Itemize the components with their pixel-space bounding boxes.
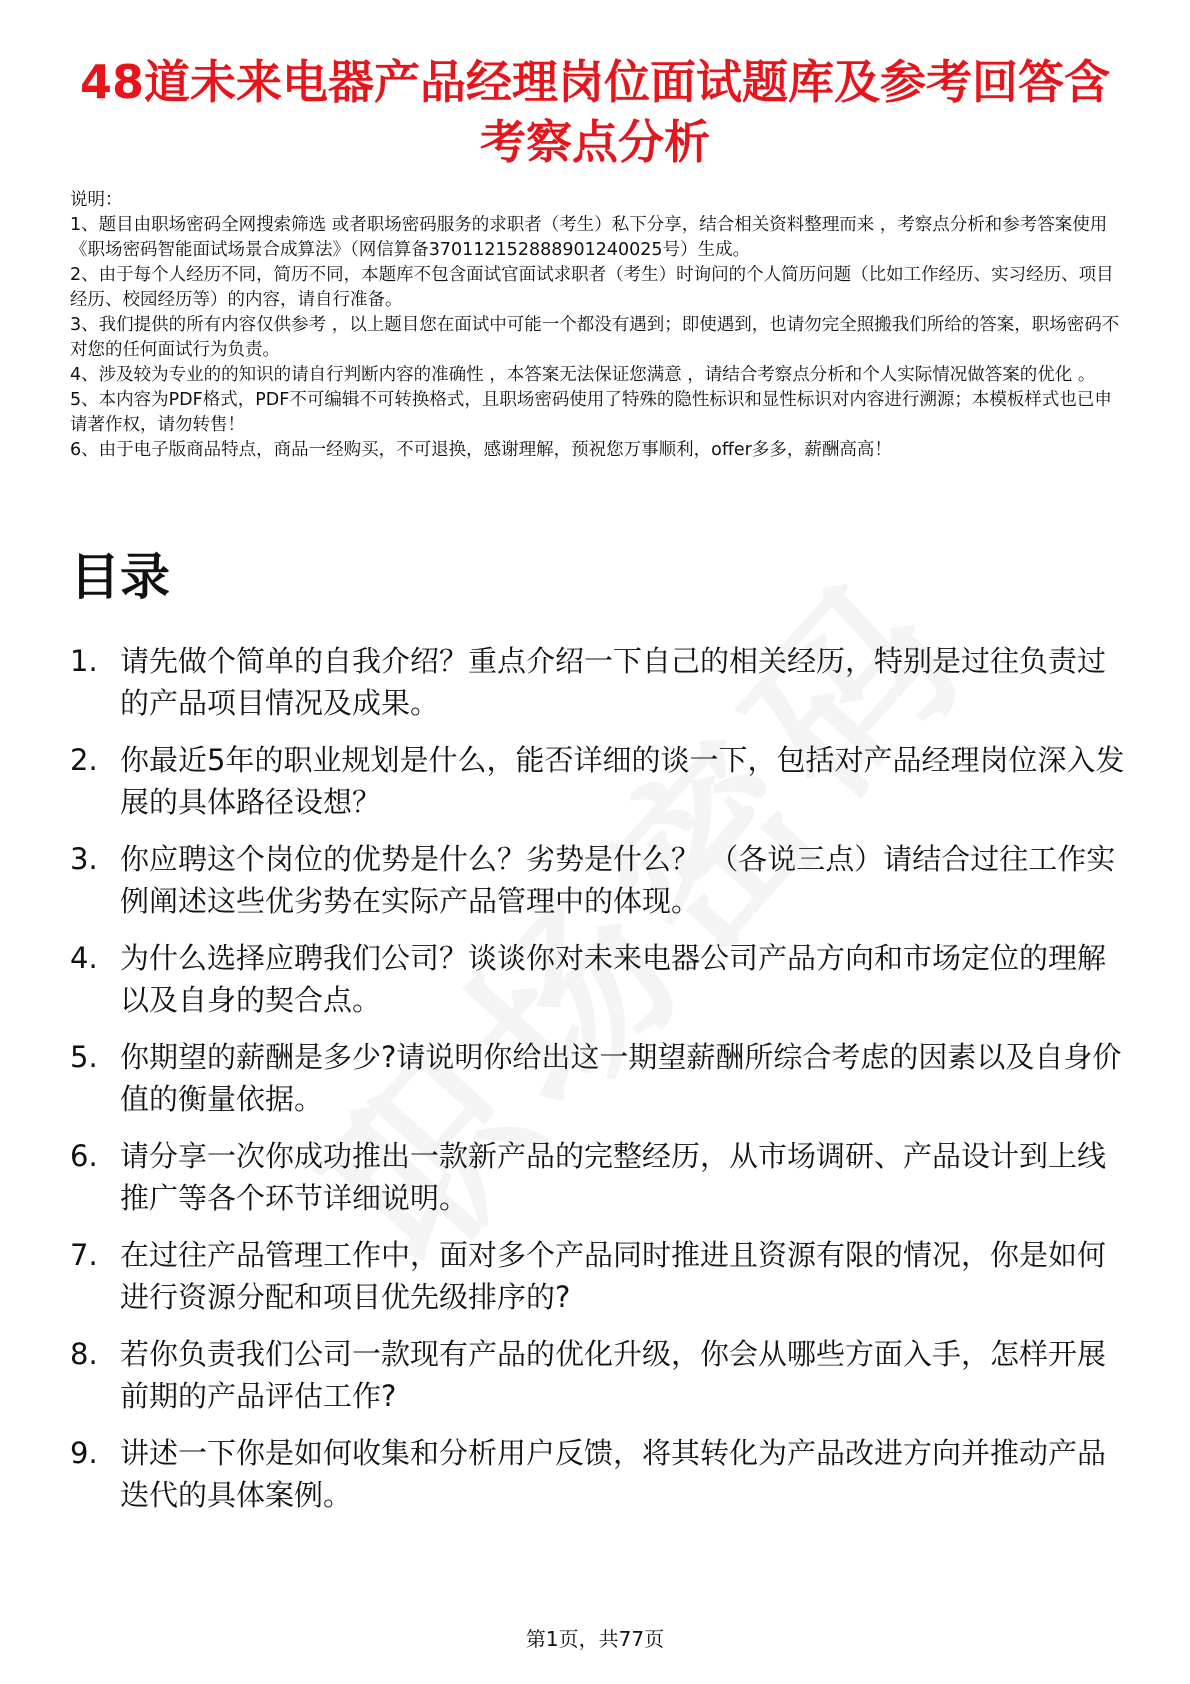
toc-item[interactable]: [70, 1135, 1130, 1219]
toc-item-text: 你应聘这个岗位的优势是什么？劣势是什么？ （各说三点）请结合过往工作实例阐述这些优劣势在实际产品管理中的体现。: [120, 842, 1116, 918]
note-item: 1、题目由职场密码全网搜索筛选 或者职场密码服务的求职者（考生）私下分享，结合相关资料整理而来 ，考察点分析和参考答案使用《职场密码智能面试场景合成算法》（网信算备370112152888901240025号）生成。: [70, 215, 1108, 260]
toc-item-text: 你最近5年的职业规划是什么，能否详细的谈一下，包括对产品经理岗位深入发展的具体路径设想？: [120, 743, 1125, 819]
note-item: 6、由于电子版商品特点，商品一经购买，不可退换，感谢理解，预祝您万事顺利，offer多多，薪酬高高！: [70, 440, 892, 460]
page-footer: 第1页，共77页: [525, 1627, 665, 1651]
toc-item-number: 4.: [70, 941, 98, 975]
note-item: 4、涉及较为专业的的知识的请自行判断内容的准确性 ，本答案无法保证您满意 ，请结合考察点分析和个人实际情况做答案的优化 。: [70, 365, 1096, 385]
toc-item-text: 请分享一次你成功推出一款新产品的完整经历，从市场调研、产品设计到上线推广等各个环节详细说明。: [120, 1139, 1107, 1215]
toc-item-text: 在过往产品管理工作中，面对多个产品同时推进且资源有限的情况，你是如何进行资源分配和项目优先级排序的?: [120, 1238, 1107, 1314]
toc-item-text: 请先做个简单的自我介绍？重点介绍一下自己的相关经历，特别是过往负责过的产品项目情况及成果。: [120, 644, 1107, 720]
toc-item[interactable]: [70, 1432, 1130, 1516]
toc-item-text: 为什么选择应聘我们公司？谈谈你对未来电器公司产品方向和市场定位的理解以及自身的契合点。: [120, 941, 1107, 1017]
toc-item[interactable]: [70, 1333, 1130, 1417]
toc-item-text: 你期望的薪酬是多少?请说明你给出这一期望薪酬所综合考虑的因素以及自身价值的衡量依据。: [120, 1040, 1122, 1116]
toc-item[interactable]: [70, 739, 1130, 823]
note-item: 2、由于每个人经历不同，简历不同，本题库不包含面试官面试求职者（考生）时询问的个人简历问题（比如工作经历、实习经历、项目经历、校园经历等）的内容，请自行准备。: [70, 265, 1114, 310]
toc-item-number: 5.: [70, 1040, 98, 1074]
toc-item-number: 9.: [70, 1436, 98, 1470]
toc-item[interactable]: [70, 1036, 1130, 1120]
note-item: 5、本内容为PDF格式，PDF不可编辑不可转换格式，且职场密码使用了特殊的隐性标识和显性标识对内容进行溯源；本模板样式也已申请著作权，请勿转售！: [70, 390, 1112, 435]
notes-heading: 说明：: [70, 190, 123, 210]
toc-item-number: 7.: [70, 1238, 98, 1272]
toc-heading: 目录: [70, 548, 170, 606]
document-title: 48道未来电器产品经理岗位面试题库及参考回答含考察点分析: [79, 55, 1110, 169]
toc-item-number: 3.: [70, 842, 98, 876]
toc-item[interactable]: [70, 640, 1130, 724]
notes-section: [70, 188, 1125, 463]
toc-item-text: 若你负责我们公司一款现有产品的优化升级，你会从哪些方面入手，怎样开展前期的产品评估工作?: [120, 1337, 1107, 1413]
toc-item-text: 讲述一下你是如何收集和分析用户反馈，将其转化为产品改进方向并推动产品迭代的具体案例。: [120, 1436, 1107, 1512]
toc-item-number: 2.: [70, 743, 98, 777]
note-item: 3、我们提供的所有内容仅供参考 ，以上题目您在面试中可能一个都没有遇到；即使遇到，也请勿完全照搬我们所给的答案，职场密码不对您的任何面试行为负责。: [70, 315, 1120, 360]
toc-item[interactable]: [70, 937, 1130, 1021]
toc-item-number: 1.: [70, 644, 98, 678]
toc-item-number: 8.: [70, 1337, 98, 1371]
toc-item[interactable]: [70, 1234, 1130, 1318]
toc-item[interactable]: [70, 838, 1130, 922]
toc-list: [70, 640, 1130, 1531]
toc-item-number: 6.: [70, 1139, 98, 1173]
